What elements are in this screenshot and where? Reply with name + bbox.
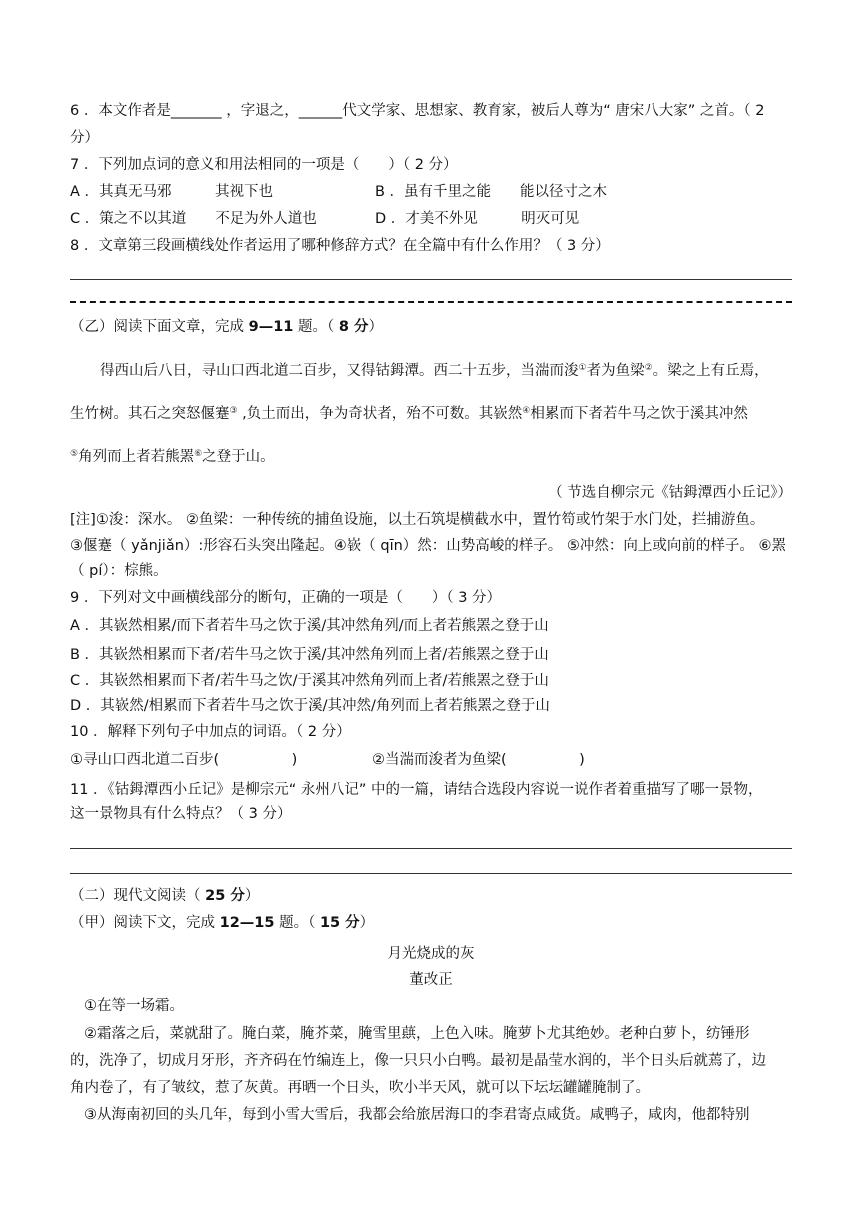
question-9-option-b: B ．其嵚然相累而下者/若牛马之饮于溪/其冲然角列而上者/若熊罴之登于山	[70, 647, 549, 663]
heading-text: ）	[244, 888, 260, 904]
points: 8 分	[338, 319, 369, 335]
footnote-mark: ②	[644, 363, 653, 373]
article-para-2-line-1: ②霜落之后，菜就甜了。腌白菜，腌芥菜，腌雪里蕻，上色入味。腌萝卜尤其绝妙。老种白萝卜，纺锤形	[84, 1026, 750, 1042]
passage-source: （ 节选自柳宗元《钴鉧潭西小丘记》）	[548, 485, 792, 501]
question-9-stem: 9 ．下列对文中画横线部分的断句，正确的一项是（ ）（ 3 分）	[70, 590, 502, 606]
question-7-stem: 7 ．下列加点词的意义和用法相同的一项是（ ）（ 2 分）	[70, 157, 458, 173]
heading-text: （甲）阅读下文，完成	[70, 915, 220, 931]
question-11-line-2: 这一景物具有什么特点？（ 3 分）	[70, 806, 292, 822]
answer-line	[70, 873, 792, 874]
question-7-option-a: A ．其真无马邪 其视下也	[70, 184, 274, 200]
question-7-option-b: B ．虽有千里之能 能以径寸之木	[375, 184, 608, 200]
question-7-option-d: D ．才美不外见 明灭可见	[375, 211, 580, 227]
question-6-line-1: 6 ．本文作者是_______ ，字退之，______代文学家、思想家、教育家，被后人尊为“ 唐宋八大家” 之首。（ 2	[70, 103, 765, 119]
heading-text: ）	[359, 915, 375, 931]
passage-text: 相累而下者若牛马之饮于溪其冲然	[530, 406, 748, 422]
points: 25 分	[205, 888, 245, 904]
passage-text: 。梁之上有丘焉，	[652, 363, 769, 379]
article-para-2-line-2: 的，洗净了，切成月牙形，齐齐码在竹编连上，像一只只小白鸭。最初是晶莹水润的，半个日头后就蔫了，边	[70, 1053, 766, 1069]
points: 15 分	[319, 915, 360, 931]
article-para-3-line-1: ③从海南初回的头几年，每到小雪大雪后，我都会给旅居海口的李君寄点咸货。咸鸭子，咸肉，他都特别	[84, 1107, 750, 1123]
passage-text: 角列而上者若熊罴	[78, 449, 195, 465]
question-7-option-c: C ．策之不以其道 不足为外人道也	[70, 211, 317, 227]
question-10-item-2: ②当湍而浚者为鱼梁( )	[372, 752, 585, 768]
question-8-stem: 8 ．文章第三段画横线处作者运用了哪种修辞方式？在全篇中有什么作用？（ 3 分）	[70, 238, 610, 254]
article-para-2-line-3: 角内卷了，有了皱纹，惹了灰黄。再晒一个日头，吹小半天风，就可以下坛坛罐罐腌制了。	[70, 1080, 650, 1096]
footnote-mark: ③	[229, 406, 238, 416]
heading-text: 题。（	[293, 319, 339, 335]
section-divider	[70, 301, 792, 303]
passage-text: 生竹树。其石之突怒偃蹇	[70, 406, 230, 422]
passage-line-2	[70, 401, 748, 424]
section-jia-heading	[70, 913, 374, 933]
footnote-mark: ④	[522, 406, 531, 416]
answer-line	[70, 279, 792, 280]
question-10-stem: 10 ．解释下列句子中加点的词语。（ 2 分）	[70, 724, 351, 740]
question-10-item-1: ①寻山口西北道二百步( )	[70, 752, 298, 768]
section-two-heading	[70, 886, 259, 906]
passage-text: 者为鱼梁	[586, 363, 645, 379]
question-9-option-a: A ．其嵚然相累/而下者若牛马之饮于溪/其冲然角列/而上者若熊罴之登于山	[70, 618, 549, 634]
heading-text: （乙）阅读下面文章，完成	[70, 319, 249, 335]
note-line-2: ③偃蹇（ yǎnjiǎn）:形容石头突出隆起。④嵚（ qīn）然：山势高峻的样子。 ⑤冲然：向上或向前的样子。 ⑥罴	[70, 538, 787, 554]
article-title: 月光烧成的灰	[387, 946, 475, 962]
question-9-option-d: D ．其嵚然/相累而下者若牛马之饮于溪/其冲然/角列而上者若熊罴之登于山	[70, 698, 550, 714]
passage-line-3	[70, 444, 275, 467]
question-range: 9—11	[248, 319, 294, 335]
heading-text: （二）现代文阅读（	[70, 888, 206, 904]
section-yi-heading	[70, 317, 383, 337]
question-11-line-1: 11 ．《钴鉧潭西小丘记》是柳宗元“ 永州八记” 中的一篇，请结合选段内容说一说作者着重描写了哪一景物，	[70, 782, 763, 798]
passage-line-1	[100, 358, 769, 381]
footnote-mark: ①	[578, 363, 587, 373]
answer-line	[70, 848, 792, 849]
question-6-line-2: 分）	[70, 130, 99, 146]
question-range: 12—15	[219, 915, 275, 931]
heading-text: 题。（	[274, 915, 320, 931]
note-line-3: （ pí）：棕熊。	[70, 563, 168, 579]
article-para-1: ①在等一场霜。	[84, 998, 184, 1014]
passage-text: 之登于山。	[202, 449, 275, 465]
question-9-option-c: C ．其嵚然相累而下者/若牛马之饮/于溪其冲然角列而上者/若熊罴之登于山	[70, 673, 549, 689]
footnote-mark: ⑤	[70, 449, 79, 459]
footnote-mark: ⑥	[194, 449, 203, 459]
article-author: 董改正	[409, 972, 453, 988]
heading-text: ）	[368, 319, 383, 335]
passage-text: ,负土而出，争为奇状者，殆不可数。其嵚然	[237, 406, 523, 422]
passage-text: 得西山后八日，寻山口西北道二百步，又得钴鉧潭。西二十五步，当湍而浚	[100, 363, 579, 379]
note-line-1: [注]①浚：深水。 ②鱼梁：一种传统的捕鱼设施，以土石筑堤横截水中，置竹笱或竹架于水门处，拦捕游鱼。	[70, 512, 765, 528]
